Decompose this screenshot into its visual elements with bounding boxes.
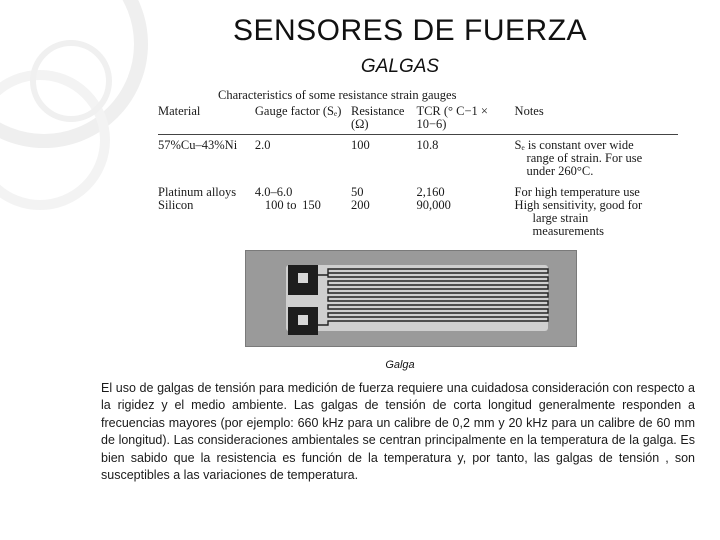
serpentine-grid	[318, 269, 548, 325]
header-tcr-unit: 10−6)	[416, 117, 447, 131]
table-row	[158, 135, 678, 179]
cell-material: 57%Cu–43%Ni	[158, 138, 238, 152]
header-gauge-factor: Gauge factor (Sₑ)	[254, 104, 342, 118]
cell-gauge-factor: 4.0–6.0	[254, 185, 293, 199]
slide-subtitle: GALGAS	[360, 56, 440, 77]
cell-gauge-factor: 100 to 150	[264, 198, 321, 212]
cell-gauge-factor: 2.0	[254, 138, 271, 152]
header-tcr-label: TCR (° C−1 ×	[416, 104, 488, 118]
table-caption: Characteristics of some resistance strain gauges	[218, 88, 457, 102]
note-line: measurements	[532, 224, 605, 238]
header-resistance-unit: (Ω)	[350, 117, 369, 131]
cell-material: Silicon	[158, 198, 194, 212]
header-notes: Notes	[514, 104, 544, 118]
cell-notes	[515, 135, 678, 179]
strain-gauge-table	[158, 88, 678, 238]
cell-tcr: 2,160	[416, 185, 445, 199]
note-line: large strain	[532, 211, 589, 225]
table-header-row	[158, 105, 678, 135]
strain-gauge-photo	[245, 250, 577, 347]
header-resistance-label: Resistance	[350, 104, 405, 118]
figure-caption: Galga	[385, 359, 415, 371]
note-line: range of strain. For use	[526, 151, 643, 165]
note-line: Sₑ is constant over wide	[514, 138, 634, 152]
decorative-ring	[0, 70, 110, 210]
cell-resistance: 100	[350, 138, 370, 152]
slide-title: SENSORES DE FUERZA	[232, 14, 588, 47]
solder-tab-top	[288, 265, 318, 295]
strain-gauge-illustration	[246, 251, 576, 346]
note-line: High sensitivity, good for	[514, 198, 643, 212]
table-row	[158, 178, 678, 199]
note-line: under 260°C.	[526, 164, 594, 178]
cell-notes	[515, 178, 678, 199]
cell-resistance: 50	[350, 185, 364, 199]
cell-material: Platinum alloys	[158, 185, 237, 199]
table-row	[158, 199, 678, 238]
cell-notes	[515, 199, 678, 238]
body-paragraph: El uso de galgas de tensión para medición de fuerza requiere una cuidadosa consideración con respecto a la rigidez y el medio ambiente. Las galgas de tensión de corta longitud generalmente responden a frecuencias mayores (por ejemplo: 660 kHz para un calibre de 0,2 mm y 20 kHz para un calibre de 60 mm de longitud). Las consideraciones ambientales se centran principalmente en la temperatura de la galga. Es bien sabido que la resistencia es función de la temperatura y, por tanto, las galgas de tensión , son susceptibles a las variaciones de temperatura.	[101, 381, 695, 483]
cell-tcr: 90,000	[416, 198, 451, 212]
note-line: For high temperature use	[514, 185, 640, 199]
cell-resistance: 200	[350, 198, 370, 212]
header-resistance	[351, 105, 416, 135]
cell-tcr: 10.8	[416, 138, 439, 152]
header-material: Material	[158, 104, 201, 118]
decorative-ring	[30, 40, 112, 122]
data-table	[158, 105, 678, 238]
solder-tab-bottom	[288, 307, 318, 335]
header-tcr	[416, 105, 514, 135]
